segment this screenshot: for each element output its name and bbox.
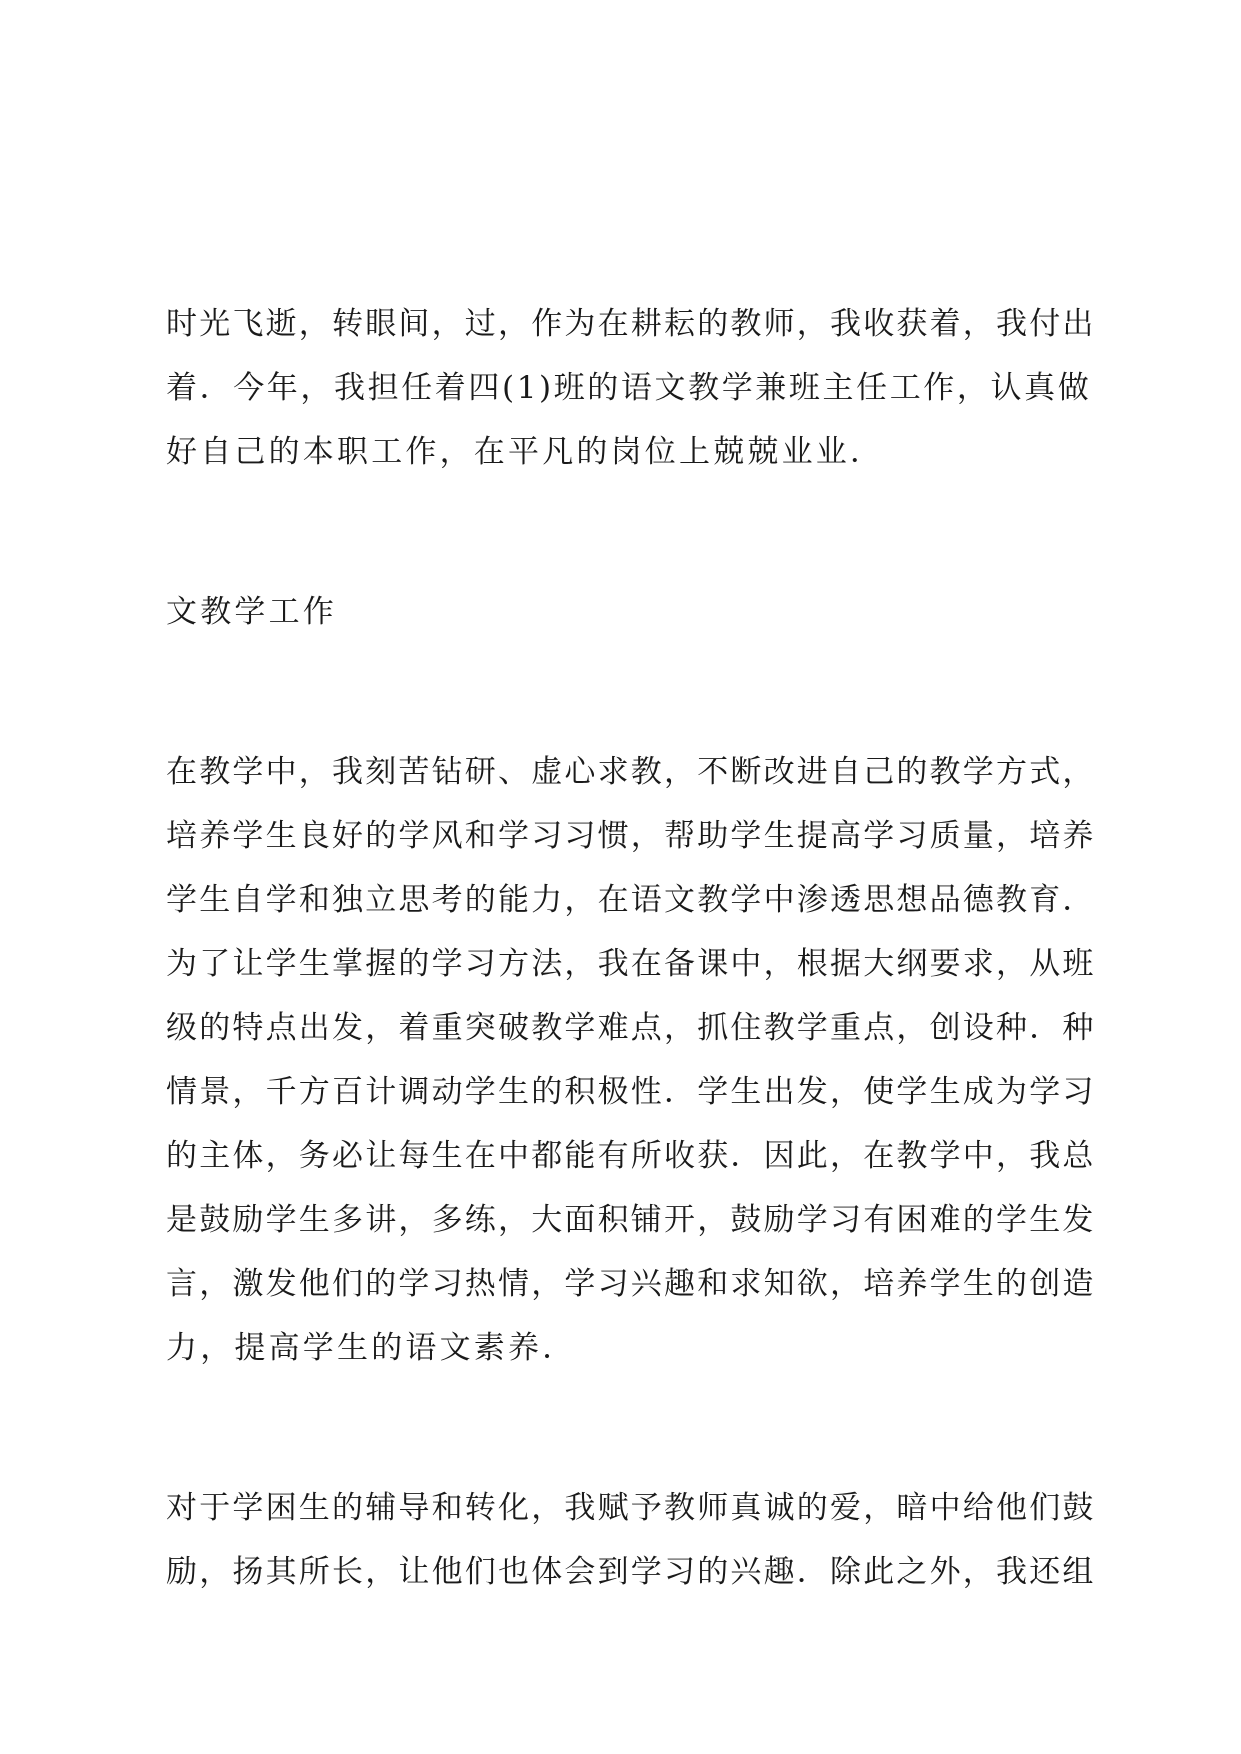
text-line: 级的特点出发，着重突破教学难点，抓住教学重点，创设种．种 xyxy=(166,1010,1096,1046)
text-line: 培养学生良好的学风和学习习惯，帮助学生提高学习质量，培养 xyxy=(166,818,1096,854)
text-line: 言，激发他们的学习热情，学习兴趣和求知欲，培养学生的创造 xyxy=(166,1266,1096,1302)
document-body xyxy=(166,292,1096,1604)
paragraph-intro xyxy=(166,292,1096,484)
text-line: 是鼓励学生多讲，多练，大面积铺开，鼓励学习有困难的学生发 xyxy=(166,1202,1096,1238)
text-line: 学生自学和独立思考的能力，在语文教学中渗透思想品德教育． xyxy=(166,882,1096,918)
paragraph-gap xyxy=(166,1380,1096,1476)
text-line: 对于学困生的辅导和转化，我赋予教师真诚的爱，暗中给他们鼓 xyxy=(166,1490,1096,1526)
text-line: 在教学中，我刻苦钻研、虚心求教，不断改进自己的教学方式， xyxy=(166,754,1096,790)
text-line: 着．今年，我担任着四(1)班的语文教学兼班主任工作，认真做 xyxy=(166,370,1092,406)
text-line: 的主体，务必让每生在中都能有所收获．因此，在教学中，我总 xyxy=(166,1138,1096,1174)
text-line: 力，提高学生的语文素养． xyxy=(166,1330,577,1366)
text-line: 情景，千方百计调动学生的积极性．学生出发，使学生成为学习 xyxy=(166,1074,1096,1110)
text-line: 励，扬其所长，让他们也体会到学习的兴趣．除此之外，我还组 xyxy=(166,1554,1096,1590)
text-line: 时光飞逝，转眼间，过，作为在耕耘的教师，我收获着，我付出 xyxy=(166,306,1096,342)
paragraph-gap xyxy=(166,644,1096,740)
paragraph-gap xyxy=(166,484,1096,580)
paragraph-struggling-students xyxy=(166,1476,1096,1604)
text-line: 为了让学生掌握的学习方法，我在备课中，根据大纲要求，从班 xyxy=(166,946,1096,982)
text-line: 好自己的本职工作，在平凡的岗位上兢兢业业． xyxy=(166,434,885,470)
heading-line: 文教学工作 xyxy=(166,594,337,630)
paragraph-teaching xyxy=(166,740,1096,1380)
section-heading xyxy=(166,580,1096,644)
